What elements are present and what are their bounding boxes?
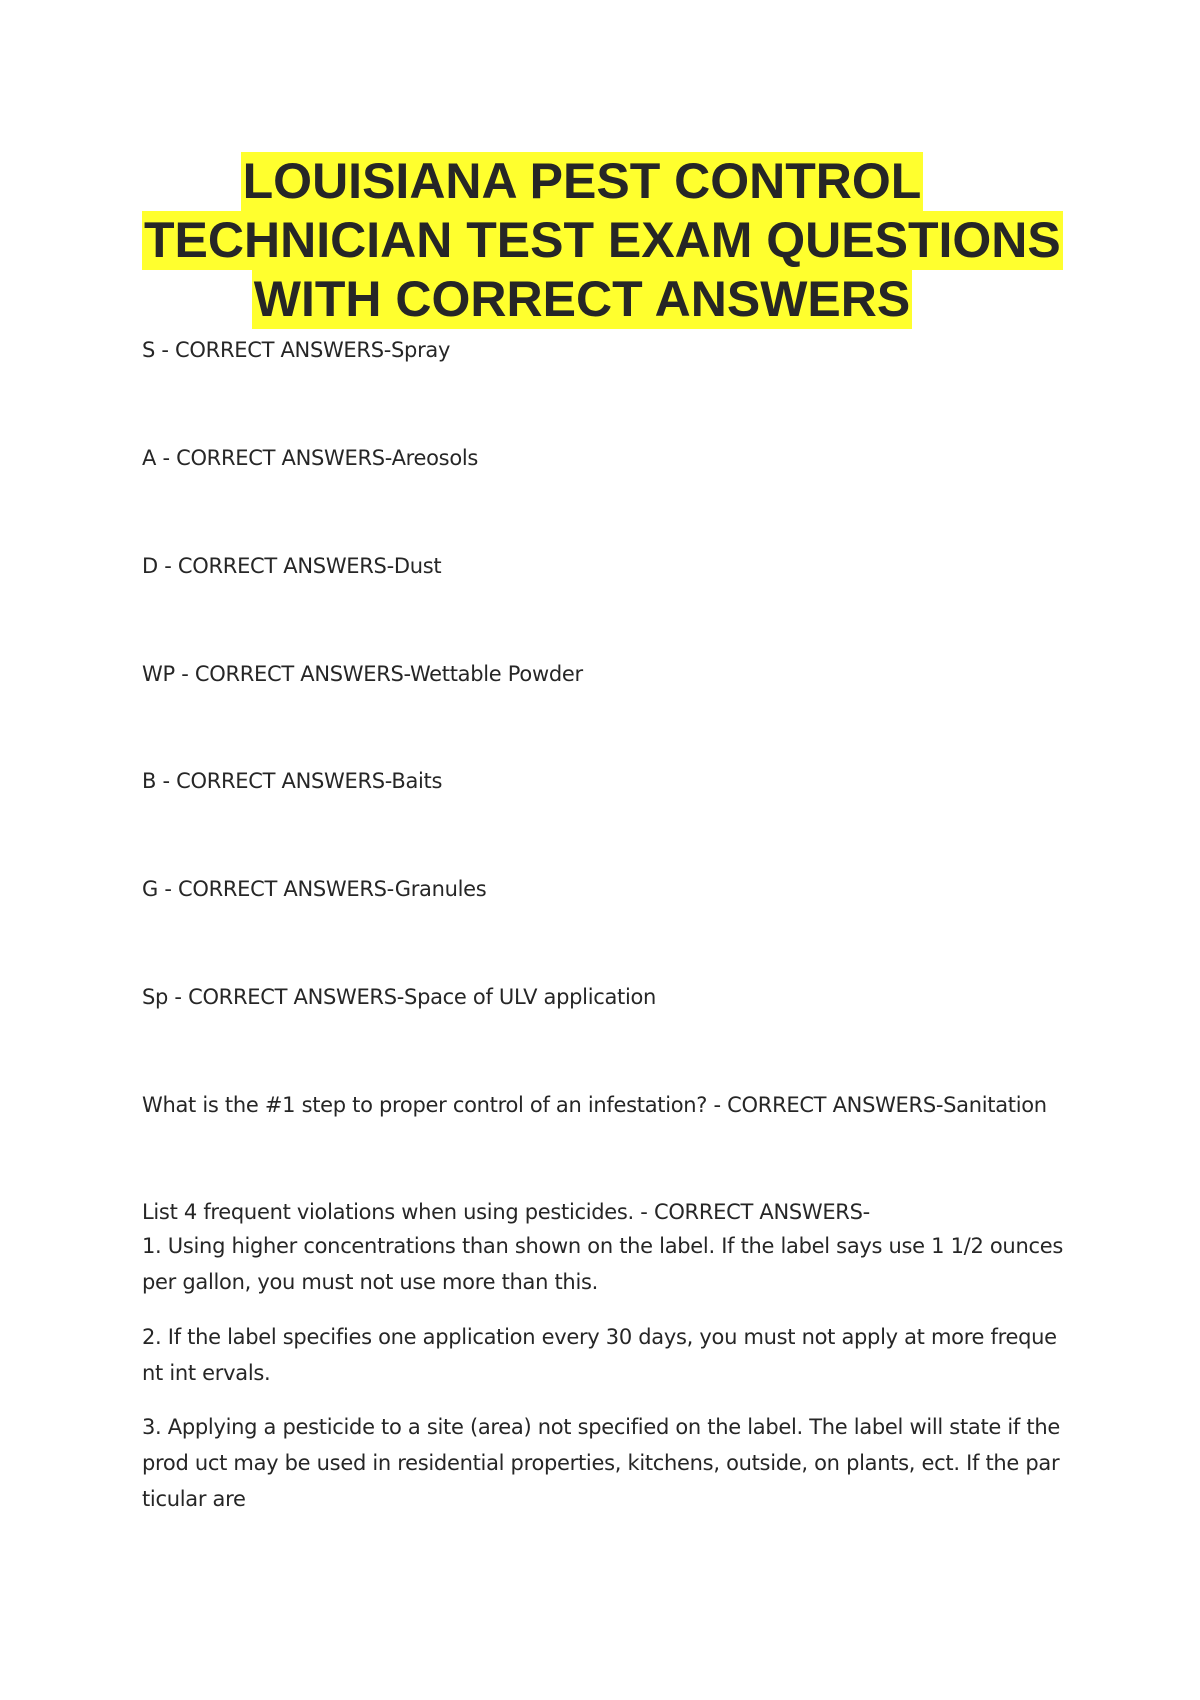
violation-item-1: 1. Using higher concentrations than shown on the label. If the label says use 1 1/2 ounces per gallon, you must not use more than this. (142, 1234, 1063, 1294)
title-line-1: LOUISIANA PEST CONTROL (242, 153, 922, 209)
qa-item-aerosols: A - CORRECT ANSWERS-Areosols (142, 446, 479, 470)
qa-item-baits: B - CORRECT ANSWERS-Baits (142, 769, 443, 793)
title-line-2: TECHNICIAN TEST EXAM QUESTIONS (144, 212, 1061, 268)
qa-item-wettable-powder: WP - CORRECT ANSWERS-Wettable Powder (142, 662, 583, 686)
qa-item-space-ulv: Sp - CORRECT ANSWERS-Space of ULV application (142, 985, 657, 1009)
qa-item-spray: S - CORRECT ANSWERS-Spray (142, 338, 451, 362)
qa-item-granules: G - CORRECT ANSWERS-Granules (142, 877, 487, 901)
qa-item-dust: D - CORRECT ANSWERS-Dust (142, 554, 442, 578)
qa-item-sanitation: What is the #1 step to proper control of an infestation? - CORRECT ANSWERS-Sanitation (142, 1093, 1047, 1117)
violation-item-3: 3. Applying a pesticide to a site (area) not specified on the label. The label will state if the prod uct may be used in residential properties, kitchens, outside, on plants, ect. If the particular are (142, 1415, 1060, 1511)
violation-item-2: 2. If the label specifies one application every 30 days, you must not apply at more frequent int ervals. (142, 1325, 1057, 1385)
qa-list-question: List 4 frequent violations when using pesticides. - CORRECT ANSWERS- (142, 1200, 870, 1224)
document-title (142, 152, 1061, 329)
title-line-3: WITH CORRECT ANSWERS (253, 271, 911, 327)
